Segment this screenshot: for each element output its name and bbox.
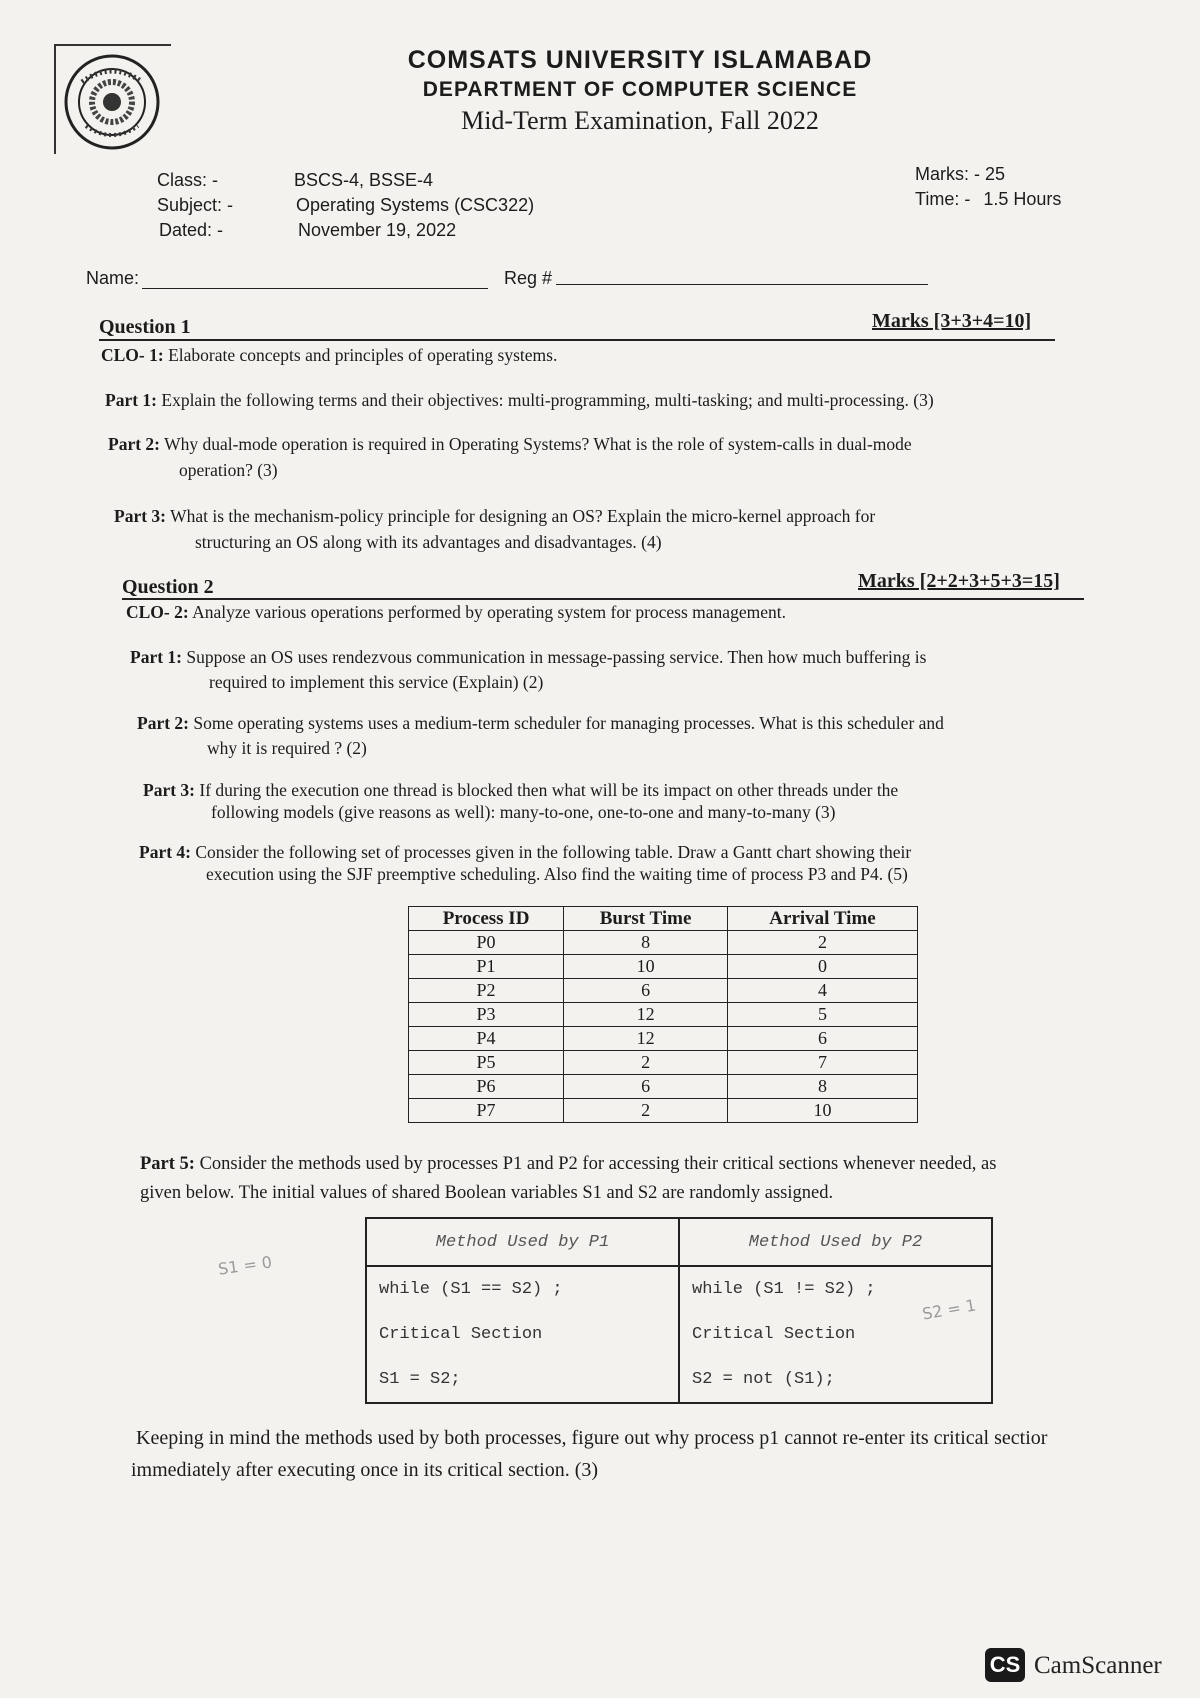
exam-title: Mid-Term Examination, Fall 2022: [461, 106, 819, 135]
class-label: Class: -: [157, 170, 219, 190]
q1-clo-text: Elaborate concepts and principles of operating systems.: [168, 345, 558, 365]
table-row: [409, 979, 918, 1003]
q2-part2: [137, 711, 1137, 735]
p2-code-line: Critical Section: [692, 1325, 856, 1344]
camscanner-logo-icon: CS: [985, 1648, 1025, 1682]
cell: P0: [409, 931, 564, 955]
q2-part2-label: Part 2:: [137, 713, 189, 733]
university-logo: [62, 52, 162, 152]
cell: P7: [409, 1099, 564, 1123]
cell: 10: [728, 1099, 918, 1123]
q1-part1-text: Explain the following terms and their objectives: multi-programming, multi-tasking; and multi-processing. (3): [161, 390, 934, 410]
q1-clo: [101, 343, 557, 367]
method-p1-header: Method Used by P1: [366, 1218, 679, 1266]
time-value: 1.5 Hours: [983, 189, 1062, 209]
method-p2-header: Method Used by P2: [679, 1218, 992, 1266]
q2-part5: [140, 1152, 1190, 1176]
name-field[interactable]: [142, 288, 488, 289]
q2-part5-closing-cont: immediately after executing once in its critical section. (3): [131, 1459, 599, 1481]
table-row: [409, 955, 918, 979]
method-table-header: [366, 1218, 992, 1266]
q1-part2-cont: operation? (3): [179, 460, 278, 480]
q2-part5-closing: Keeping in mind the methods used by both processes, figure out why process p1 cannot re-enter its critical sectior: [136, 1427, 1048, 1449]
q2-part1-label: Part 1:: [130, 647, 182, 667]
department-name: DEPARTMENT OF COMPUTER SCIENCE: [422, 78, 858, 101]
cell: 12: [564, 1003, 728, 1027]
q1-part2-text: Why dual-mode operation is required in Operating Systems? What is the role of system-calls in dual-mode: [164, 434, 912, 454]
cell: 5: [728, 1003, 918, 1027]
marks-value: 25: [985, 164, 1006, 184]
cell: 7: [728, 1051, 918, 1075]
q1-part3-text: What is the mechanism-policy principle for designing an OS? Explain the micro-kernel approach for: [170, 506, 876, 526]
p2-code-line: while (S1 != S2) ;: [692, 1280, 876, 1299]
cell: 6: [564, 979, 728, 1003]
table-row: [409, 1099, 918, 1123]
pencil-note-right: S2 = 1: [920, 1295, 978, 1324]
q2-part1: [130, 645, 1130, 669]
q2-part4-text: Consider the following set of processes given in the following table. Draw a Gantt chart showing their: [195, 842, 912, 862]
cell: 4: [728, 979, 918, 1003]
q1-divider: [99, 339, 1055, 341]
col-process-id: Process ID: [409, 907, 564, 931]
name-label: Name:: [86, 268, 140, 288]
subject-value: Operating Systems (CSC322): [296, 195, 535, 215]
cell: P4: [409, 1027, 564, 1051]
pencil-note-left: S1 = 0: [216, 1252, 274, 1279]
p1-code-line: while (S1 == S2) ;: [379, 1280, 563, 1299]
subject-label: Subject: -: [157, 195, 234, 215]
p1-code-line: S1 = S2;: [379, 1370, 461, 1389]
q1-title: Question 1: [99, 316, 191, 338]
q2-part1-text: Suppose an OS uses rendezvous communication in message-passing service. Then how much buffering is: [186, 647, 927, 667]
dated-value: November 19, 2022: [298, 220, 457, 240]
q2-part4: [139, 840, 1139, 864]
q2-clo-text: Analyze various operations performed by operating system for process management.: [192, 602, 786, 622]
cell: P2: [409, 979, 564, 1003]
reg-field[interactable]: [556, 284, 928, 285]
process-table-header: [409, 907, 918, 931]
class-value: BSCS-4, BSSE-4: [294, 170, 434, 190]
q1-part2-label: Part 2:: [108, 434, 160, 454]
cell: 2: [728, 931, 918, 955]
process-table: [408, 906, 918, 1123]
marks-label: [915, 164, 1005, 185]
q2-part3-label: Part 3:: [143, 780, 195, 800]
table-row: [409, 1075, 918, 1099]
cell: 0: [728, 955, 918, 979]
cell: 6: [564, 1075, 728, 1099]
col-arrival-time: Arrival Time: [728, 907, 918, 931]
q2-part3-cont: following models (give reasons as well): many-to-one, one-to-one and many-to-many (3): [211, 802, 836, 822]
q2-part5-cont: given below. The initial values of shared Boolean variables S1 and S2 are randomly assigned.: [140, 1183, 834, 1203]
q1-part1: [105, 388, 1105, 412]
cell: P5: [409, 1051, 564, 1075]
q2-title: Question 2: [122, 576, 214, 598]
q2-part4-cont: execution using the SJF preemptive scheduling. Also find the waiting time of process P3 and P4. (5): [206, 864, 908, 884]
cell: P6: [409, 1075, 564, 1099]
table-row: [409, 1003, 918, 1027]
cell: 10: [564, 955, 728, 979]
dated-label: Dated: -: [159, 220, 224, 240]
method-table-row: [366, 1266, 992, 1403]
cell: 12: [564, 1027, 728, 1051]
method-p1-cell: [366, 1266, 679, 1403]
method-p2-cell: [679, 1266, 992, 1403]
col-burst-time: Burst Time: [564, 907, 728, 931]
q1-part2: [108, 432, 1108, 456]
q2-part2-cont: why it is required ? (2): [207, 738, 367, 758]
q1-part3-cont: structuring an OS along with its advantages and disadvantages. (4): [195, 532, 662, 552]
cell: P1: [409, 955, 564, 979]
q2-part5-label: Part 5:: [140, 1154, 195, 1174]
cell: 6: [728, 1027, 918, 1051]
university-name: COMSATS UNIVERSITY ISLAMABAD: [407, 46, 873, 74]
q2-part4-label: Part 4:: [139, 842, 191, 862]
q2-part3-text: If during the execution one thread is blocked then what will be its impact on other threads under the: [199, 780, 899, 800]
time-label-text: Time: -: [915, 189, 971, 209]
q1-part3-label: Part 3:: [114, 506, 166, 526]
method-table: [365, 1217, 993, 1404]
table-row: [409, 931, 918, 955]
p1-code-line: Critical Section: [379, 1325, 543, 1344]
cell: P3: [409, 1003, 564, 1027]
p2-code-line: S2 = not (S1);: [692, 1370, 835, 1389]
q1-marks: Marks [3+3+4=10]: [872, 310, 1032, 332]
marks-label-text: Marks: -: [915, 164, 980, 184]
time-label: [915, 189, 1061, 210]
table-row: [409, 1027, 918, 1051]
q2-marks: Marks [2+2+3+5+3=15]: [858, 570, 1060, 592]
reg-label: Reg #: [504, 268, 553, 288]
q1-part1-label: Part 1:: [105, 390, 157, 410]
q2-clo: [126, 600, 786, 624]
cell: 2: [564, 1099, 728, 1123]
q2-part3: [143, 778, 1143, 802]
camscanner-watermark: CamScanner: [1034, 1652, 1162, 1679]
q1-part3: [114, 504, 1114, 528]
table-row: [409, 1051, 918, 1075]
cell: 2: [564, 1051, 728, 1075]
q2-part2-text: Some operating systems uses a medium-term scheduler for managing processes. What is this scheduler and: [193, 713, 944, 733]
q1-clo-label: CLO- 1:: [101, 345, 164, 365]
q2-part5-text: Consider the methods used by processes P1 and P2 for accessing their critical sections whenever needed, as: [199, 1154, 997, 1174]
q2-clo-label: CLO- 2:: [126, 602, 189, 622]
cell: 8: [728, 1075, 918, 1099]
q2-part1-cont: required to implement this service (Explain) (2): [209, 672, 544, 692]
cell: 8: [564, 931, 728, 955]
